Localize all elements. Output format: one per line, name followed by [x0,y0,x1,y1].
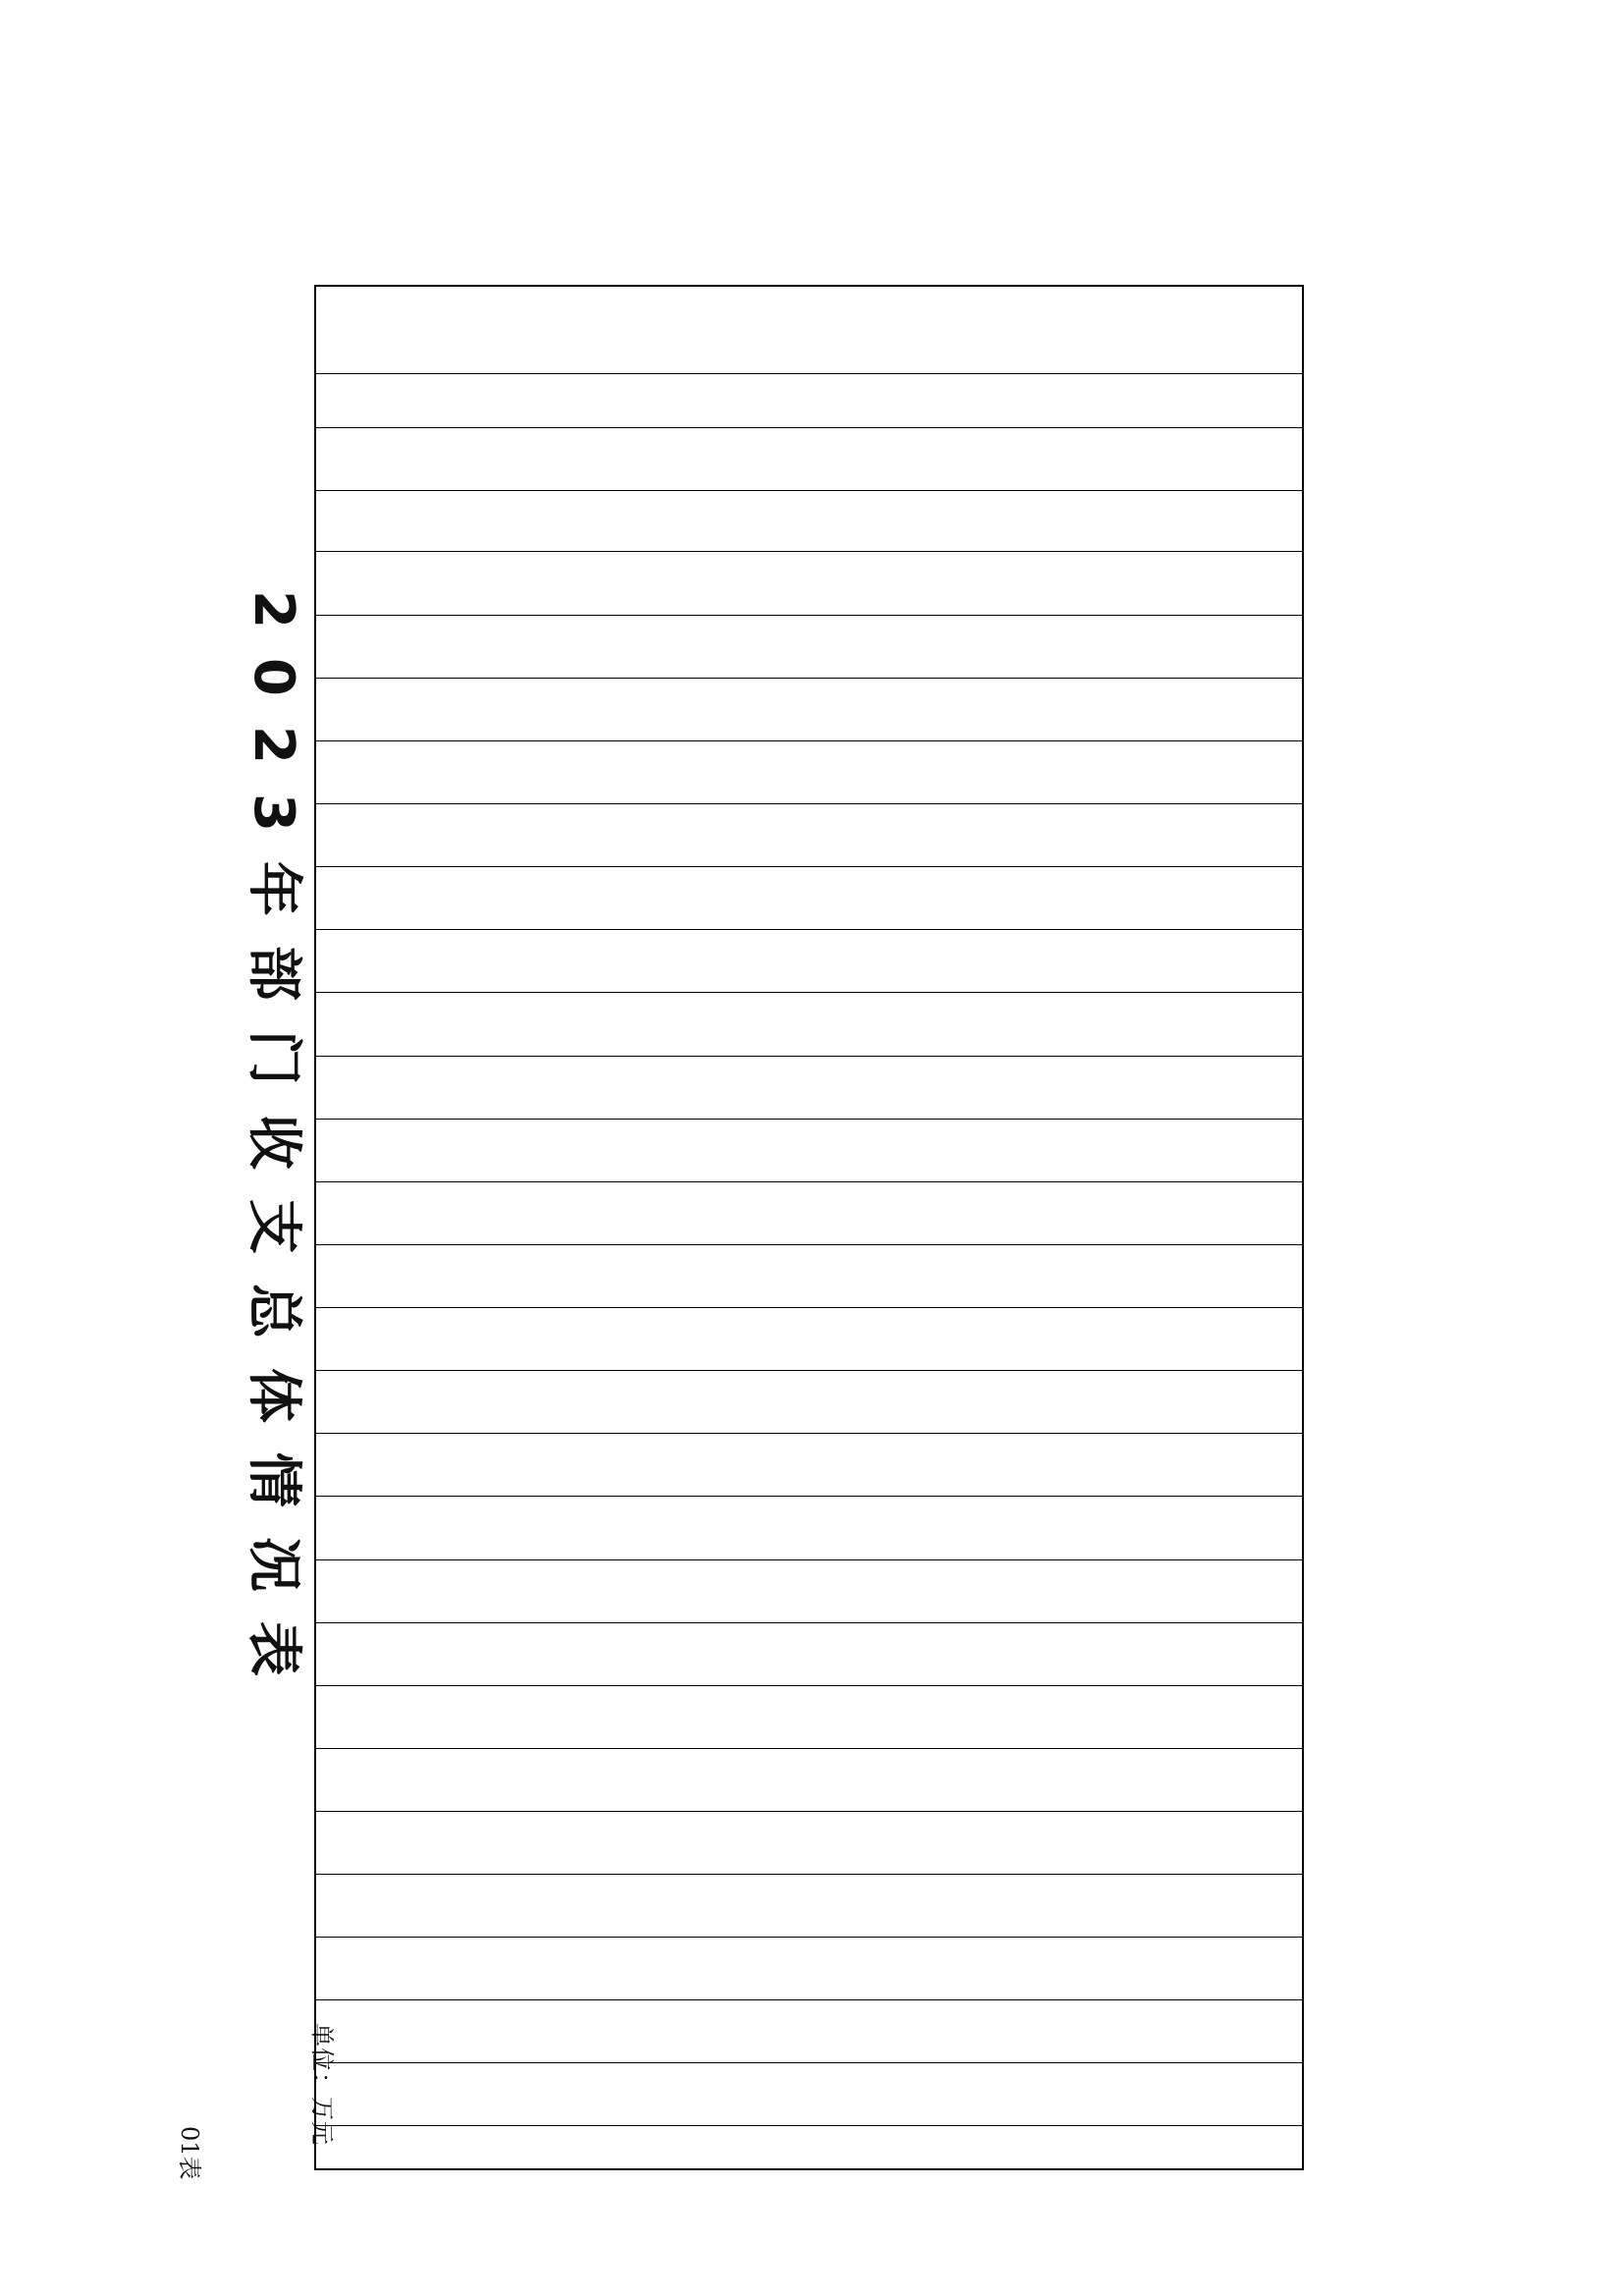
page-title: 2023年部门收支总体情况表 [242,590,305,1706]
budget-table [314,285,1304,2170]
document-code: 01表 [176,2126,203,2180]
unit-label: 单位：万元 [308,2023,336,2146]
